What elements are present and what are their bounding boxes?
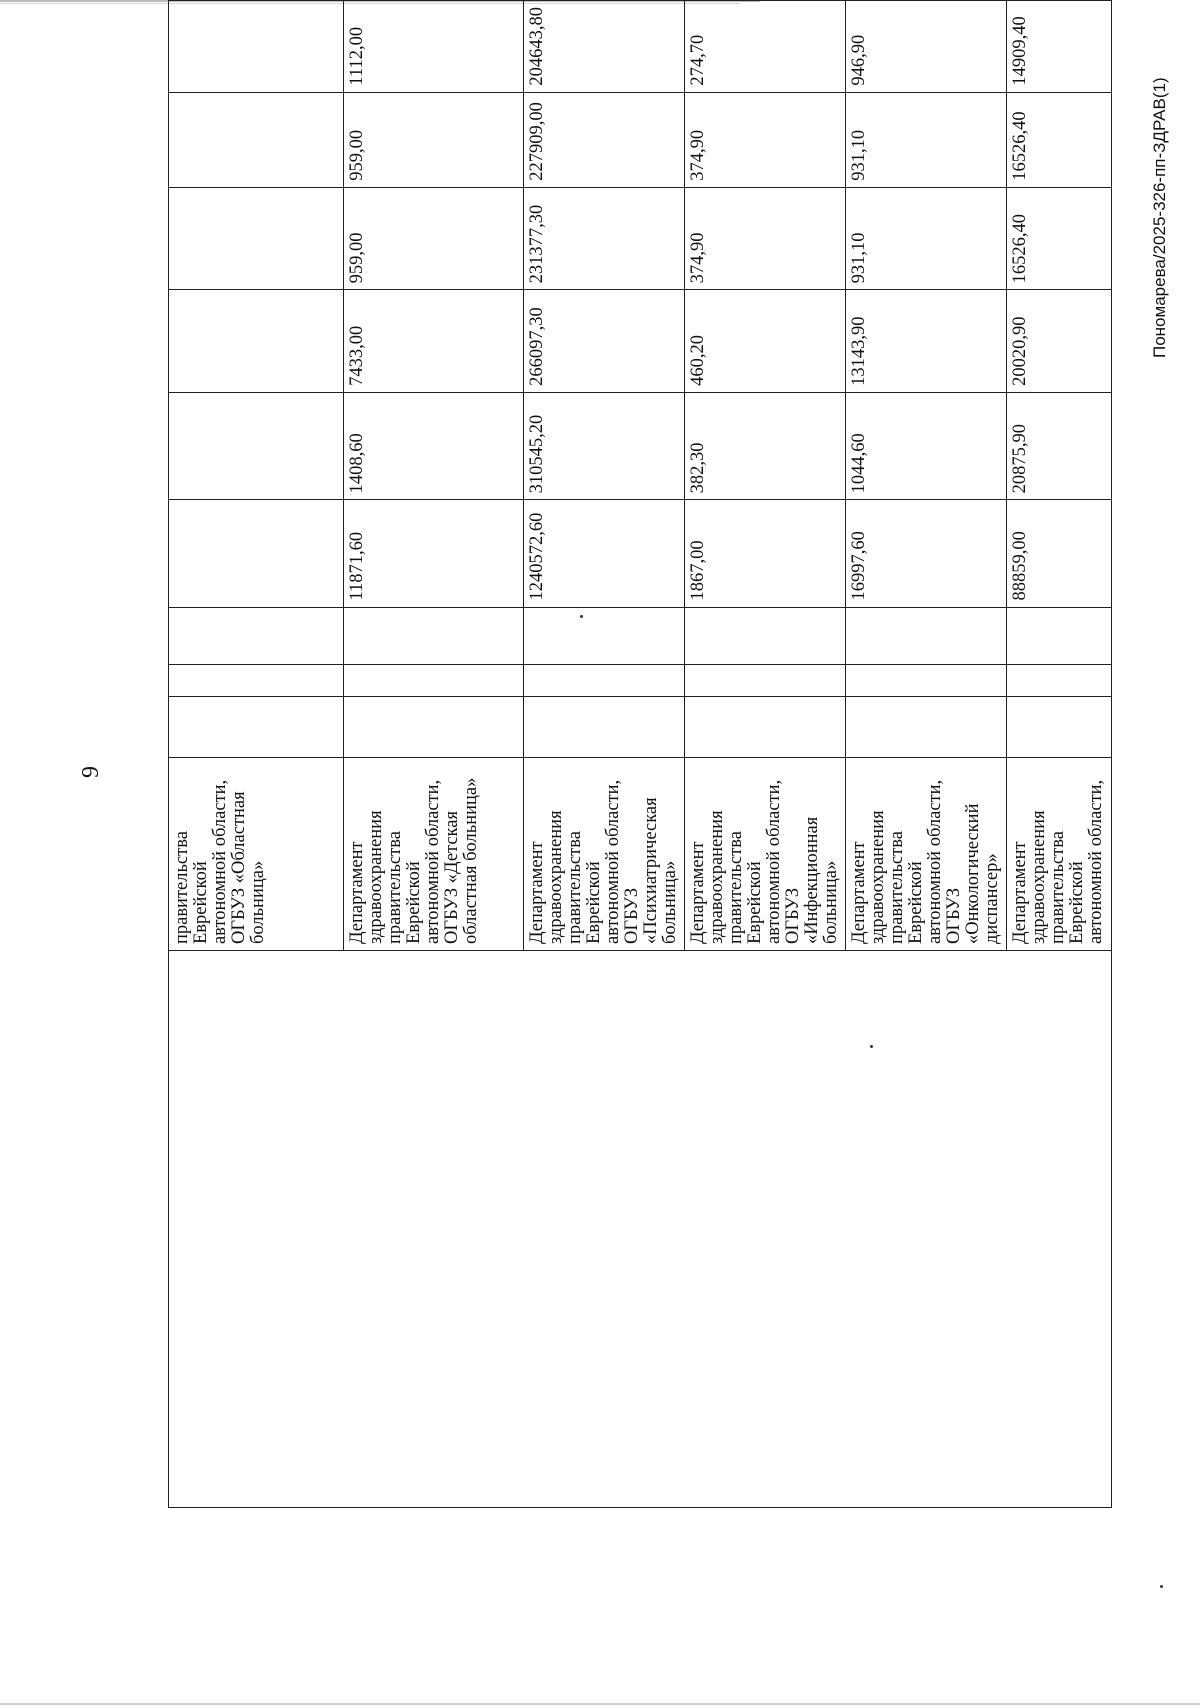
value-cell [524, 664, 685, 696]
value-cell: 374,90 [685, 92, 846, 187]
organization-cell: Департамент здравоохранения правительства Еврейской автономной области, ОГБУЗ «Детская областная больница» [344, 758, 524, 951]
value-cell: 227909,00 [524, 92, 685, 187]
value-cell: 946,90 [846, 1, 1007, 93]
value-cell [169, 607, 344, 664]
value-cell: 959,00 [344, 92, 524, 187]
value-cell [169, 500, 344, 607]
value-cell [169, 696, 344, 758]
value-cell [846, 607, 1007, 664]
value-cell: 374,90 [685, 187, 846, 290]
value-cell: 266097,30 [524, 290, 685, 393]
group-cell-empty [169, 951, 1112, 1508]
organization-cell: Департамент здравоохранения правительства Еврейской автономной области, ОГБУЗ «Онкологический диспансер» [846, 758, 1007, 951]
organization-cell: Департамент здравоохранения правительства Еврейской автономной области, ОГБУЗ «Психиатрическая больница» [524, 758, 685, 951]
page-number: 9 [78, 766, 104, 778]
value-cell [169, 290, 344, 393]
value-cell: 7433,00 [344, 290, 524, 393]
value-cell: 88859,00 [1007, 500, 1112, 607]
value-cell [846, 696, 1007, 758]
value-cell: 11871,60 [344, 500, 524, 607]
scan-speck [580, 615, 583, 618]
document-footer-code: Пономарева/2025-326-пп-ЗДРАВ(1) [1150, 77, 1169, 358]
value-cell: 231377,30 [524, 187, 685, 290]
value-cell [524, 696, 685, 758]
value-cell [1007, 664, 1112, 696]
value-cell [1007, 607, 1112, 664]
value-cell: 382,30 [685, 392, 846, 500]
value-cell [169, 392, 344, 500]
value-cell [169, 92, 344, 187]
scan-speck [1160, 1585, 1163, 1588]
value-cell: 310545,20 [524, 392, 685, 500]
value-cell [685, 696, 846, 758]
organization-cell: Департамент здравоохранения правительства Еврейской автономной области, ОГБУЗ «Инфекционная больница» [685, 758, 846, 951]
value-cell [685, 607, 846, 664]
organization-cell: правительства Еврейской автономной области, ОГБУЗ «Областная больница» [169, 758, 344, 951]
value-cell: 1240572,60 [524, 500, 685, 607]
value-cell [169, 1, 344, 93]
value-cell [169, 664, 344, 696]
value-cell: 1867,00 [685, 500, 846, 607]
value-cell: 16526,40 [1007, 92, 1112, 187]
value-cell: 1408,60 [344, 392, 524, 500]
budget-table [168, 0, 1112, 1508]
value-cell: 931,10 [846, 187, 1007, 290]
value-cell: 931,10 [846, 92, 1007, 187]
value-cell: 16526,40 [1007, 187, 1112, 290]
value-cell [846, 664, 1007, 696]
value-cell [344, 696, 524, 758]
value-cell: 1112,00 [344, 1, 524, 93]
value-cell [169, 187, 344, 290]
value-cell: 274,70 [685, 1, 846, 93]
value-cell: 13143,90 [846, 290, 1007, 393]
table-body [169, 1, 1112, 1508]
value-cell: 20020,90 [1007, 290, 1112, 393]
value-cell [524, 607, 685, 664]
value-cell: 14909,40 [1007, 1, 1112, 93]
scan-speck [870, 1045, 873, 1048]
organization-cell: Департамент здравоохранения правительства Еврейской автономной области, [1007, 758, 1112, 951]
value-cell: 204643,80 [524, 1, 685, 93]
value-cell: 20875,90 [1007, 392, 1112, 500]
value-cell: 16997,60 [846, 500, 1007, 607]
value-cell [344, 607, 524, 664]
value-cell: 1044,60 [846, 392, 1007, 500]
value-cell [344, 664, 524, 696]
value-cell: 460,20 [685, 290, 846, 393]
value-cell: 959,00 [344, 187, 524, 290]
table-row [169, 1, 344, 1508]
value-cell [1007, 696, 1112, 758]
value-cell [685, 664, 846, 696]
